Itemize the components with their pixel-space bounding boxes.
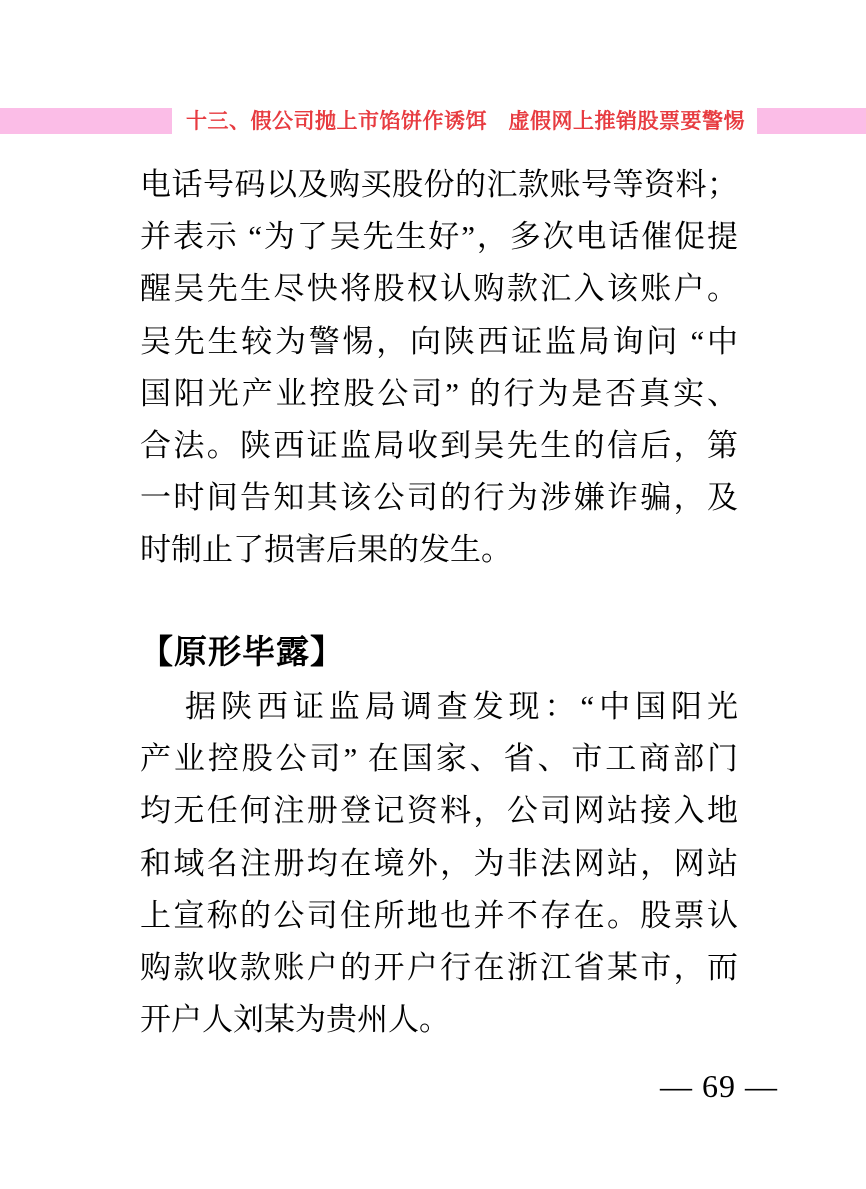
chapter-header [0, 108, 866, 134]
text-line: 开户人刘某为贵州人。 [140, 1002, 450, 1038]
text-line: 醒吴先生尽快将股权认购款汇入该账户。 [140, 271, 738, 307]
page-number: — 69 — [660, 1068, 778, 1104]
chapter-title: 十三、假公司抛上市馅饼作诱饵 虚假网上推销股票要警惕 [186, 109, 745, 133]
text-line: 并表示 “为了吴先生好”，多次电话催促提 [140, 219, 738, 255]
paragraph-1 [140, 159, 738, 577]
header-pink-bar-right [757, 108, 866, 134]
text-line: 据陕西证监局调查发现：“中国阳光 [185, 689, 738, 724]
header-pink-bar-left [0, 108, 172, 134]
text-line: 电话号码以及购买股份的汇款账号等资料； [140, 167, 738, 202]
text-line: 吴先生较为警惕，向陕西证监局询问 “中 [140, 323, 738, 359]
text-line: 时制止了损害后果的发生。 [140, 532, 512, 568]
text-line: 均无任何注册登记资料，公司网站接入地 [140, 793, 738, 829]
paragraph-2 [140, 681, 738, 1046]
text-line: 国阳光产业控股公司” 的行为是否真实、 [140, 375, 738, 411]
text-line: 一时间告知其该公司的行为涉嫌诈骗，及 [140, 480, 738, 516]
text-line: 和域名注册均在境外，为非法网站，网站 [140, 845, 738, 881]
text-line: 上宣称的公司住所地也并不存在。股票认 [140, 897, 738, 933]
text-line: 购款收款账户的开户行在浙江省某市，而 [140, 949, 738, 985]
text-line: 产业控股公司” 在国家、省、市工商部门 [140, 741, 738, 777]
section-heading: 【原形毕露】 [140, 635, 344, 671]
text-line: 合法。陕西证监局收到吴先生的信后，第 [140, 427, 738, 463]
